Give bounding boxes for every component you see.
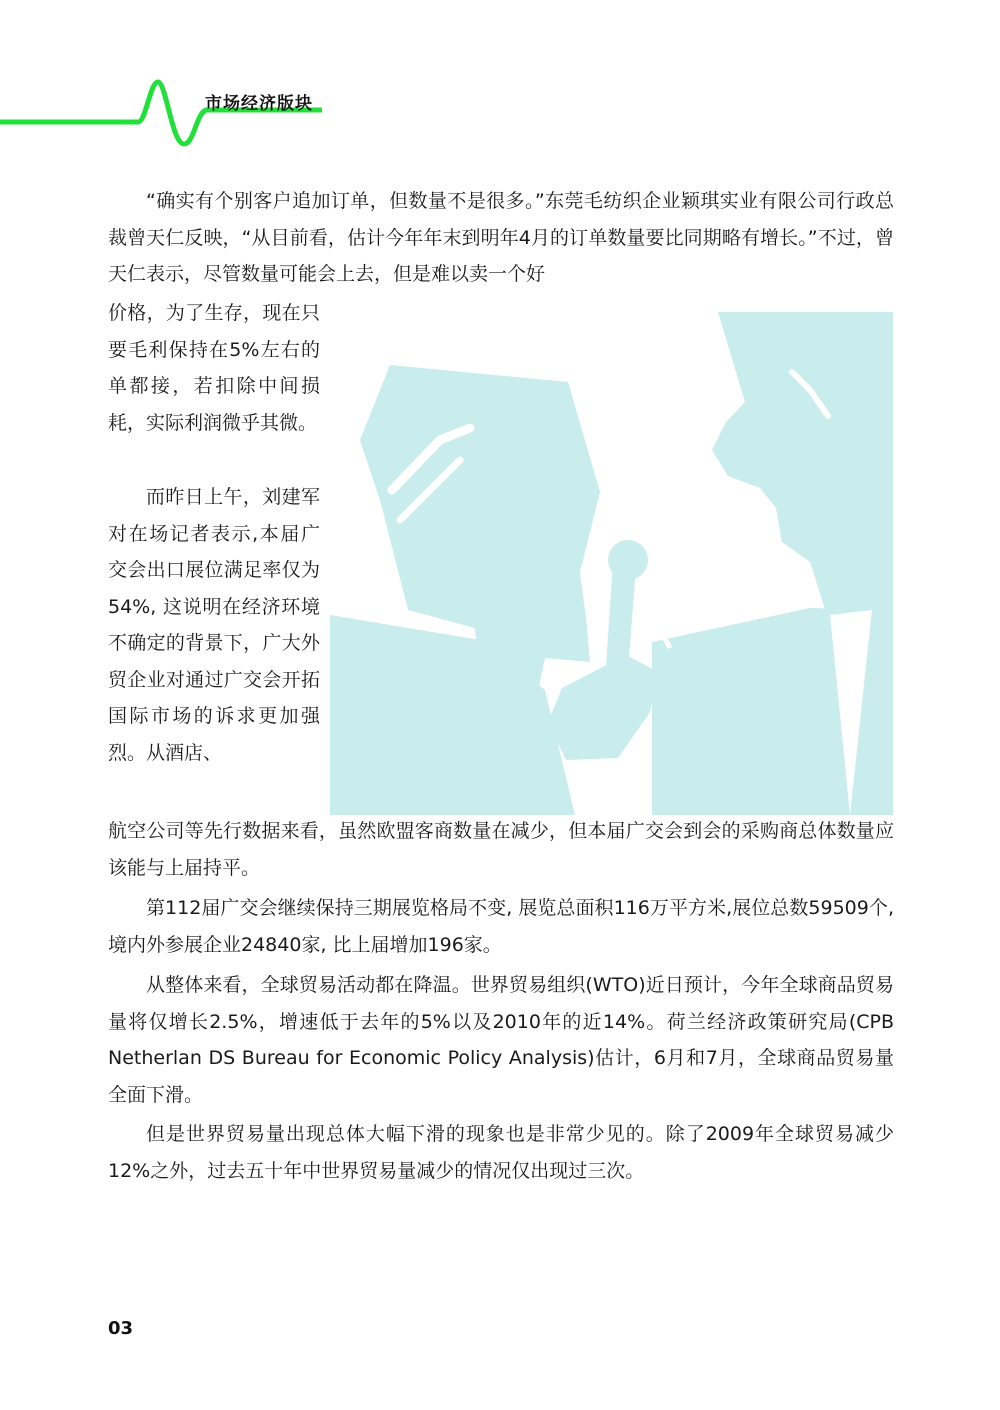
paragraph-4: 从整体来看，全球贸易活动都在降温。世界贸易组织(WTO)近日预计，今年全球商品贸易量将仅增长2.5%，增速低于去年的5%以及2010年的近14%。荷兰经济政策研究局(CPB Netherlan DS Bureau for Economic Policy Analysis)估计，6月和7月，全球商品贸易量全面下滑。 — [108, 974, 894, 1106]
paragraph-1-top: “确实有个别客户追加订单，但数量不是很多。”东莞毛纺织企业颖琪实业有限公司行政总裁曾天仁反映，“从目前看，估计今年年末到明年4月的订单数量要比同期略有增长。”不过，曾天仁表示，尽管数量可能会上去，但是难以卖一个好 — [108, 190, 894, 285]
reporters-illustration — [330, 310, 893, 815]
paragraph-3: 第112届广交会继续保持三期展览格局不变, 展览总面积116万平方米,展位总数59509个,境内外参展企业24840家, 比上届增加196家。 — [108, 897, 894, 956]
paragraph-2-side: 而昨日上午，刘建军对在场记者表示,本届广交会出口展位满足率仅为54%, 这说明在经济环境不确定的背景下，广大外贸企业对通过广交会开拓国际市场的诉求更加强烈。从酒店、 — [108, 486, 320, 764]
paragraph-1-side: 价格，为了生存，现在只要毛利保持在5%左右的单都接，若扣除中间损耗，实际利润微乎其微。 — [108, 302, 320, 434]
paragraph-2-bottom: 航空公司等先行数据来看，虽然欧盟客商数量在减少，但本届广交会到会的采购商总体数量应该能与上届持平。 — [108, 820, 894, 879]
paragraph-5: 但是世界贸易量出现总体大幅下滑的现象也是非常少见的。除了2009年全球贸易减少12%之外，过去五十年中世界贸易量减少的情况仅出现过三次。 — [108, 1123, 894, 1182]
section-title: 市场经济版块 — [205, 94, 313, 114]
page-number: 03 — [108, 1318, 134, 1339]
